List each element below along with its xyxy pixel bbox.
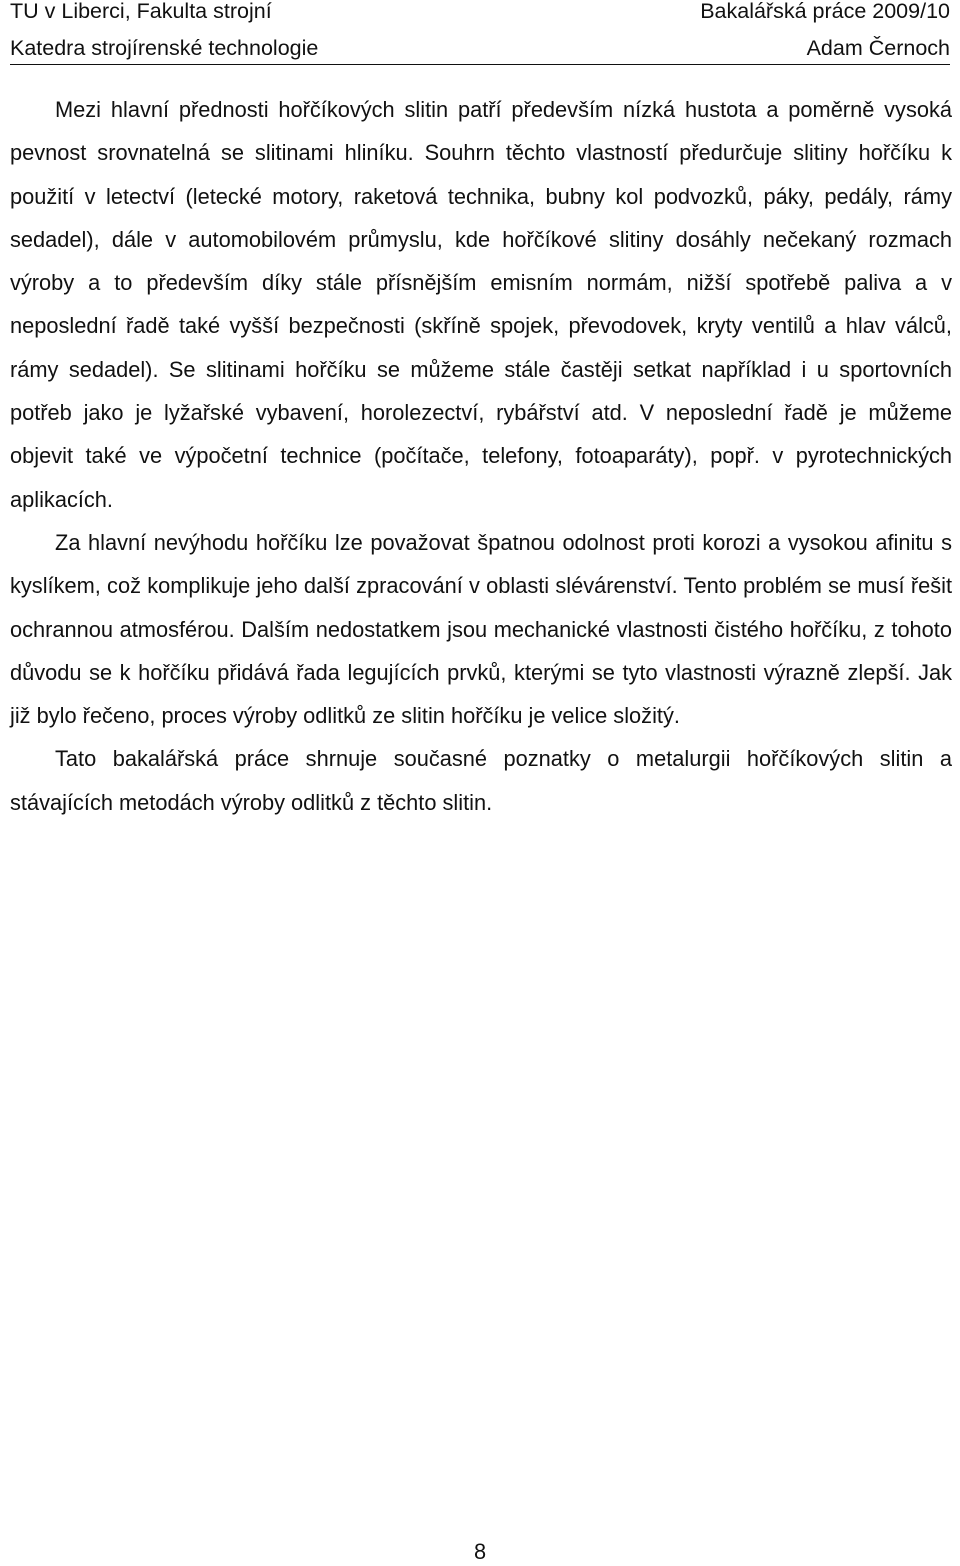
header-author: Adam Černoch (806, 36, 950, 60)
page-header (10, 0, 950, 66)
header-institution: TU v Liberci, Fakulta strojní (10, 0, 272, 23)
page-number: 8 (473, 1539, 487, 1564)
header-department: Katedra strojírenské technologie (10, 36, 319, 60)
header-divider (10, 64, 950, 65)
header-row-bottom (10, 37, 950, 59)
body-paragraph: Za hlavní nevýhodu hořčíku lze považovat špatnou odolnost proti korozi a vysokou afinitu s kyslíkem, což komplikuje jeho další zpracování v oblasti slévárenství. Tento problém se musí řešit ochrannou atmosférou. Dalším nedostatkem jsou mechanické vlastnosti čistého hořčíku, z tohoto důvodu se k hořčíku přidává řada legujících prvků, kterými se tyto vlastnosti výrazně zlepší. Jak již bylo řečeno, proces výroby odlitků ze slitin hořčíku je velice složitý. (10, 529, 952, 729)
header-row-top (10, 0, 950, 22)
header-thesis-info: Bakalářská práce 2009/10 (700, 0, 950, 23)
body-paragraph: Mezi hlavní přednosti hořčíkových slitin patří především nízká hustota a poměrně vysoká pevnost srovnatelná se slitinami hliníku. Souhrn těchto vlastností předurčuje slitiny hořčíku k použití v letectví (letecké motory, raketová technika, bubny kol podvozků, páky, pedály, rámy sedadel), dále v automobilovém průmyslu, kde hořčíkové slitiny dosáhly nečekaný rozmach výroby a to především díky stále přísnějším emisním normám, nižší spotřebě paliva a v neposlední řadě také vyšší bezpečnosti (skříně spojek, převodovek, kryty ventilů a hlav válců, rámy sedadel). Se slitinami hořčíku se můžeme stále častěji setkat například i u sportovních potřeb jako je lyžařské vybavení, horolezectví, rybářství atd. V neposlední řadě je můžeme objevit také ve výpočetní technice (počítače, telefony, fotoaparáty), popř. v pyrotechnických aplikacích. (10, 97, 952, 512)
document-body (10, 88, 952, 824)
body-paragraph: Tato bakalářská práce shrnuje současné poznatky o metalurgii hořčíkových slitin a stávajících metodách výroby odlitků z těchto slitin. (10, 746, 952, 815)
